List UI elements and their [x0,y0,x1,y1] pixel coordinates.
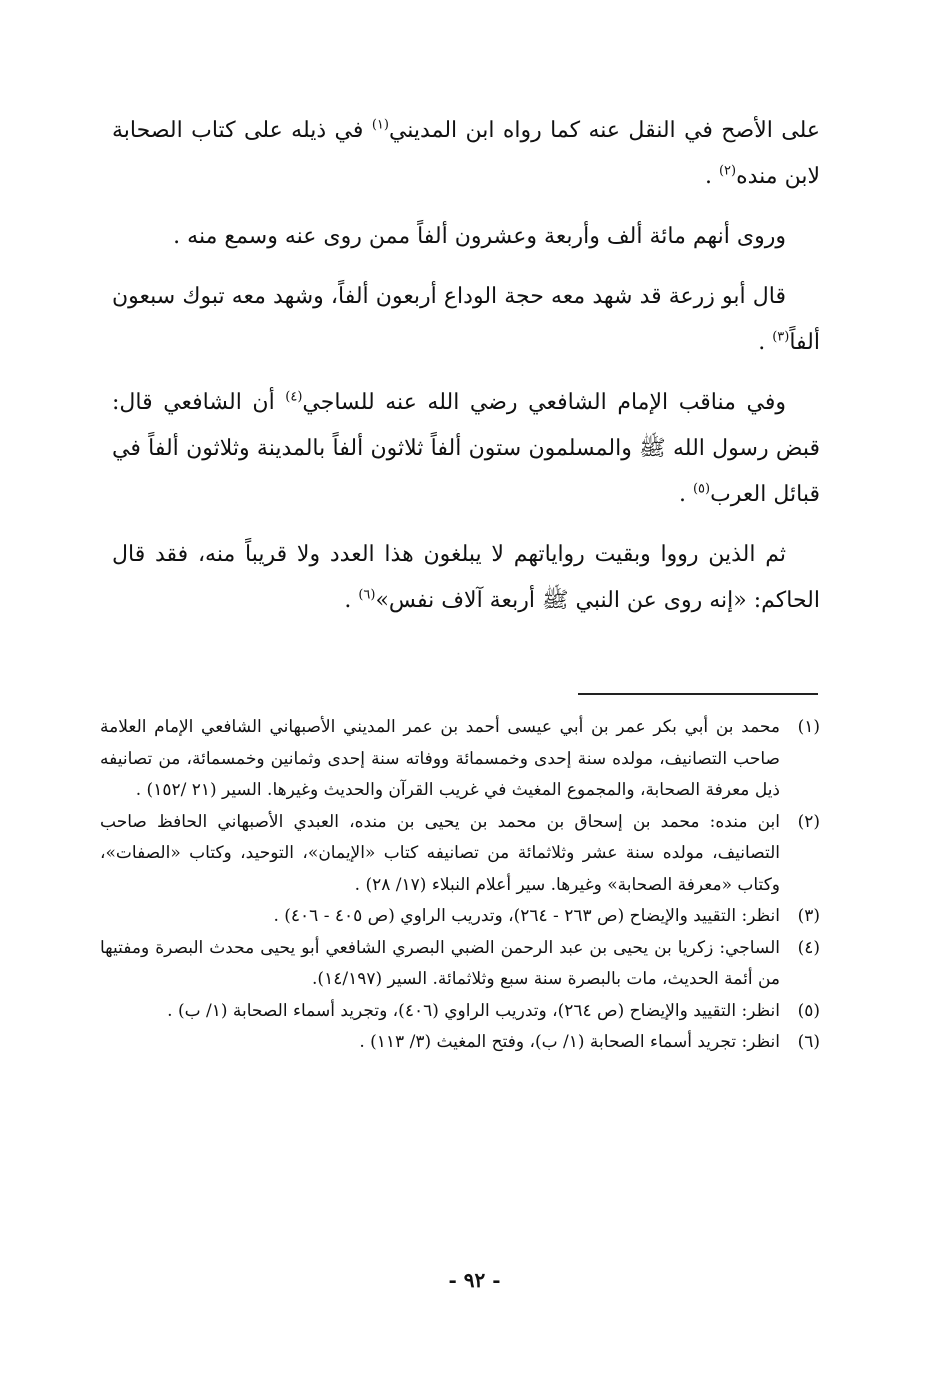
footnote-text: الساجي: زكريا بن يحيى بن عبد الرحمن الضبي البصري الشافعي أبو يحيى محدث البصرة ومفتيها من أئمة الحديث، مات بالبصرة سنة سبع وثلاثمائة. السير (١٤/١٩٧). [100,937,780,989]
footnote-separator [578,693,818,695]
footnote-number: (٣) [797,906,820,926]
paragraph-4: وفي مناقب الإمام الشافعي رضي الله عنه للساجي$^{(٤)}$ أن الشافعي قال: قبض رسول الله ﷺ والمسلمون ستون ألفاً ثلاثون ألفاً بالمدينة وثلاثون ألفاً في قبائل العرب$^{(٥)}$ . [112,389,820,507]
paragraph-5: ثم الذين رووا وبقيت رواياتهم لا يبلغون هذا العدد ولا قريباً منه، فقد قال الحاكم: «إنه روى عن النبي ﷺ أربعة آلاف نفس»$^{(٦)}$ . [112,542,820,613]
footnote-text: انظر: التقييد والإيضاح (ص ٢٦٣ - ٢٦٤)، وتدريب الراوي (ص ٤٠٥ - ٤٠٦) . [273,906,780,926]
footnote-number: (٦) [797,1032,820,1052]
footnote-5 [100,996,820,1028]
footnote-number: (٢) [797,811,820,832]
main-text [112,108,820,638]
footnote-ref: (٣) [772,329,790,345]
footnote-text: محمد بن أبي بكر عمر بن أبي عيسى أحمد بن عمر المديني الأصبهاني الشافعي الإمام العلامة صاحب التصانيف، مولده سنة إحدى وخمسمائة ووفاته سنة إحدى وثمانين وخمسمائة، من تصانيفه ذيل معرفة الصحابة، والمجموع المغيث في غريب القرآن والحديث وغيرها. السير (٢١ /١٥٢) . [100,717,780,800]
paragraph-2: وروى أنهم مائة ألف وأربعة وعشرون ألفاً ممن روى عنه وسمع منه . [173,224,786,249]
footnotes [100,712,820,1059]
paragraph-1: على الأصح في النقل عنه كما رواه ابن المديني$^{(١)}$ في ذيله على كتاب الصحابة لابن منده$^{(٢)}$ . [112,117,820,189]
footnote-ref: (١) [371,117,389,133]
footnote-text: ابن منده: محمد بن إسحاق بن محمد بن يحيى بن منده، العبدي الأصبهاني الحافظ صاحب التصانيف، مولده سنة عشر وثلاثمائة من تصانيفه كتاب «الإيمان»، التوحيد، وكتاب «الصفات»، وكتاب «معرفة الصحابة» وغيرها. سير أعلام النبلاء (١٧/ ٢٨) . [100,811,780,895]
footnote-4 [100,933,820,996]
footnote-2 [100,807,820,902]
page-number: - ٩٢ - [448,1268,501,1292]
footnote-ref: (٥) [692,481,711,497]
footnote-number: (٥) [797,1000,820,1021]
footnote-6 [100,1027,820,1059]
footnote-ref: (٦) [358,587,376,603]
footnote-text: انظر: التقييد والإيضاح (ص ٢٦٤)، وتدريب الراوي (٤٠٦)، وتجريد أسماء الصحابة (١/ ب) . [167,1000,780,1021]
footnote-ref: (٤) [285,389,303,405]
footnote-1 [100,712,820,807]
footnote-number: (٤) [797,937,820,958]
paragraph-3: قال أبو زرعة قد شهد معه حجة الوداع أربعون ألفاً، وشهد معه تبوك سبعون ألفاً$^{(٣)}$ . [112,284,820,355]
footnote-3 [100,901,820,933]
footnote-ref: (٢) [718,163,737,179]
footnote-number: (١) [797,717,820,737]
footnote-text: انظر: تجريد أسماء الصحابة (١/ ب)، وفتح المغيث (٣/ ١١٣) . [359,1032,780,1052]
